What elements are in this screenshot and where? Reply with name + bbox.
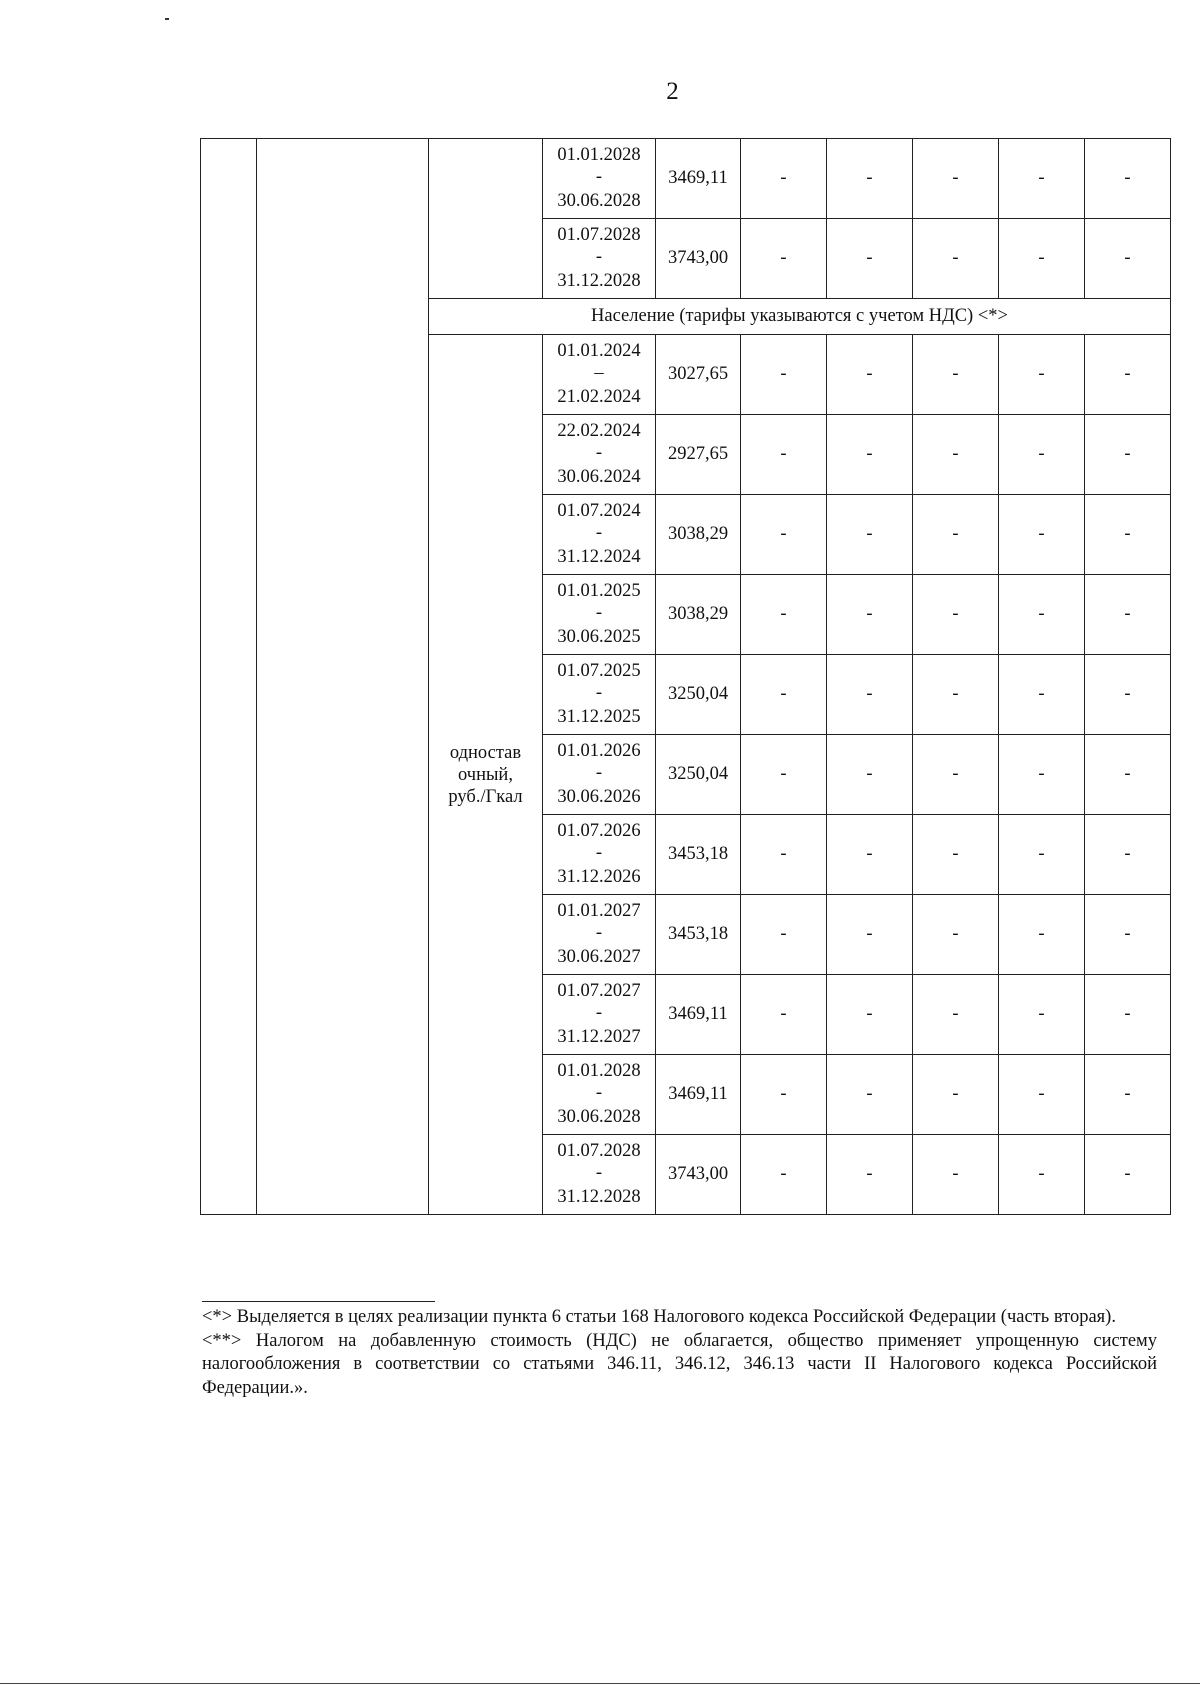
empty-value-cell: - [913,575,999,655]
rate-type-line: руб./Гкал [448,786,523,807]
empty-value-cell: - [1085,655,1171,735]
period-cell [543,139,656,219]
period-to: 31.12.2028 [557,271,641,291]
empty-value-cell: - [913,735,999,815]
empty-value-cell: - [913,975,999,1055]
row-number-cell-empty [201,139,257,1215]
period-from: 01.01.2027 [557,901,641,921]
empty-value-cell: - [827,495,913,575]
period-to: 30.06.2028 [557,1107,641,1127]
empty-value-cell: - [827,575,913,655]
empty-value-cell: - [1085,415,1171,495]
tariff-value-cell: 3743,00 [656,219,741,299]
period-from: 01.07.2024 [557,501,641,521]
empty-value-cell: - [913,139,999,219]
empty-value-cell: - [741,1135,827,1215]
period-to: 30.06.2025 [557,627,641,647]
period-separator: - [595,1083,603,1103]
rate-type-line: очный, [458,764,513,785]
scan-artifact-dot [165,18,169,20]
empty-value-cell: - [913,495,999,575]
footnote-1: <*> Выделяется в целях реализации пункта 6 статьи 168 Налогового кодекса Российской Федерации (часть вторая). [202,1307,1116,1327]
empty-value-cell: - [999,975,1085,1055]
tariff-value-cell: 2927,65 [656,415,741,495]
empty-value-cell: - [913,1135,999,1215]
period-to: 30.06.2027 [557,947,641,967]
tariff-value-cell: 3250,04 [656,735,741,815]
empty-value-cell: - [999,575,1085,655]
tariff-value-cell: 3743,00 [656,1135,741,1215]
organization-cell-empty [257,139,429,1215]
empty-value-cell: - [913,335,999,415]
empty-value-cell: - [741,219,827,299]
empty-value-cell: - [1085,575,1171,655]
empty-value-cell: - [913,655,999,735]
period-separator: – [594,363,604,383]
empty-value-cell: - [1085,219,1171,299]
empty-value-cell: - [999,495,1085,575]
period-from: 01.07.2027 [557,981,641,1001]
period-cell [543,335,656,415]
period-separator: - [595,443,603,463]
period-to: 31.12.2025 [557,707,641,727]
period-from: 01.01.2025 [557,581,641,601]
period-separator: - [595,763,603,783]
period-from: 01.01.2028 [557,145,641,165]
table-row [201,139,1171,219]
period-to: 21.02.2024 [557,387,641,407]
period-separator: - [595,603,603,623]
tariff-value-cell: 3038,29 [656,575,741,655]
empty-value-cell: - [827,655,913,735]
period-to: 31.12.2024 [557,547,641,567]
empty-value-cell: - [1085,975,1171,1055]
period-cell [543,575,656,655]
period-cell [543,975,656,1055]
period-separator: - [595,247,603,267]
period-to: 30.06.2026 [557,787,641,807]
period-from: 01.07.2026 [557,821,641,841]
period-from: 01.07.2028 [557,225,641,245]
tariff-value-cell: 3453,18 [656,895,741,975]
period-separator: - [595,843,603,863]
empty-value-cell: - [827,415,913,495]
empty-value-cell: - [827,735,913,815]
period-cell [543,895,656,975]
empty-value-cell: - [1085,815,1171,895]
period-from: 01.01.2026 [557,741,641,761]
period-cell [543,1055,656,1135]
empty-value-cell: - [999,895,1085,975]
empty-value-cell: - [913,415,999,495]
empty-value-cell: - [999,415,1085,495]
empty-value-cell: - [999,735,1085,815]
period-to: 30.06.2028 [557,191,641,211]
empty-value-cell: - [1085,335,1171,415]
footnote-2: <**> Налогом на добавленную стоимость (НДС) не облагается, общество применяет упрощенную систему налогообложения в соответствии со статьями 346.11, 346.12, 346.13 части II Налогового кодекса Российской Федерации.». [202,1330,1157,1398]
period-from: 01.07.2028 [557,1141,641,1161]
empty-value-cell: - [741,1055,827,1135]
period-from: 22.02.2024 [557,421,641,441]
empty-value-cell: - [999,219,1085,299]
period-cell [543,655,656,735]
empty-value-cell: - [827,1055,913,1135]
empty-value-cell: - [827,815,913,895]
period-to: 31.12.2027 [557,1027,641,1047]
empty-value-cell: - [827,219,913,299]
footnote-rule [202,1301,435,1302]
period-to: 31.12.2028 [557,1187,641,1207]
empty-value-cell: - [741,139,827,219]
period-from: 01.07.2025 [557,661,641,681]
page-number: 2 [666,78,679,105]
period-separator: - [595,923,603,943]
period-cell [543,735,656,815]
section-header: Население (тарифы указываются с учетом НДС) <*> [429,299,1171,335]
tariff-value-cell: 3038,29 [656,495,741,575]
empty-value-cell: - [741,415,827,495]
period-separator: - [595,167,603,187]
empty-value-cell: - [741,655,827,735]
empty-value-cell: - [999,1135,1085,1215]
tariff-value-cell: 3469,11 [656,139,741,219]
empty-value-cell: - [741,495,827,575]
tariff-value-cell: 3469,11 [656,975,741,1055]
period-cell [543,1135,656,1215]
period-separator: - [595,1163,603,1183]
period-to: 31.12.2026 [557,867,641,887]
empty-value-cell: - [1085,139,1171,219]
page-bottom-edge-line [0,1683,1200,1684]
empty-value-cell: - [1085,735,1171,815]
empty-value-cell: - [913,815,999,895]
empty-value-cell: - [999,815,1085,895]
empty-value-cell: - [827,975,913,1055]
tariff-table [200,138,1171,1215]
empty-value-cell: - [827,139,913,219]
empty-value-cell: - [1085,1135,1171,1215]
tariff-value-cell: 3027,65 [656,335,741,415]
period-from: 01.01.2028 [557,1061,641,1081]
empty-value-cell: - [827,335,913,415]
empty-value-cell: - [741,335,827,415]
empty-value-cell: - [999,335,1085,415]
period-cell [543,815,656,895]
period-cell [543,219,656,299]
empty-value-cell: - [913,219,999,299]
tariff-value-cell: 3250,04 [656,655,741,735]
empty-value-cell: - [913,1055,999,1135]
empty-value-cell: - [827,895,913,975]
empty-value-cell: - [913,895,999,975]
footnotes [202,1306,1157,1400]
period-to: 30.06.2024 [557,467,641,487]
period-separator: - [595,523,603,543]
period-cell [543,415,656,495]
period-from: 01.01.2024 [557,341,641,361]
empty-value-cell: - [827,1135,913,1215]
empty-value-cell: - [1085,495,1171,575]
tariff-value-cell: 3453,18 [656,815,741,895]
period-separator: - [595,1003,603,1023]
rate-type-line: одностав [449,742,522,763]
period-separator: - [595,683,603,703]
empty-value-cell: - [741,815,827,895]
empty-value-cell: - [999,1055,1085,1135]
empty-value-cell: - [1085,895,1171,975]
rate-type-cell-empty [429,139,543,299]
tariff-table-body [201,139,1171,1215]
empty-value-cell: - [999,655,1085,735]
empty-value-cell: - [741,975,827,1055]
empty-value-cell: - [741,735,827,815]
empty-value-cell: - [741,895,827,975]
empty-value-cell: - [1085,1055,1171,1135]
empty-value-cell: - [741,575,827,655]
period-cell [543,495,656,575]
rate-type-cell [429,335,543,1215]
empty-value-cell: - [999,139,1085,219]
tariff-value-cell: 3469,11 [656,1055,741,1135]
